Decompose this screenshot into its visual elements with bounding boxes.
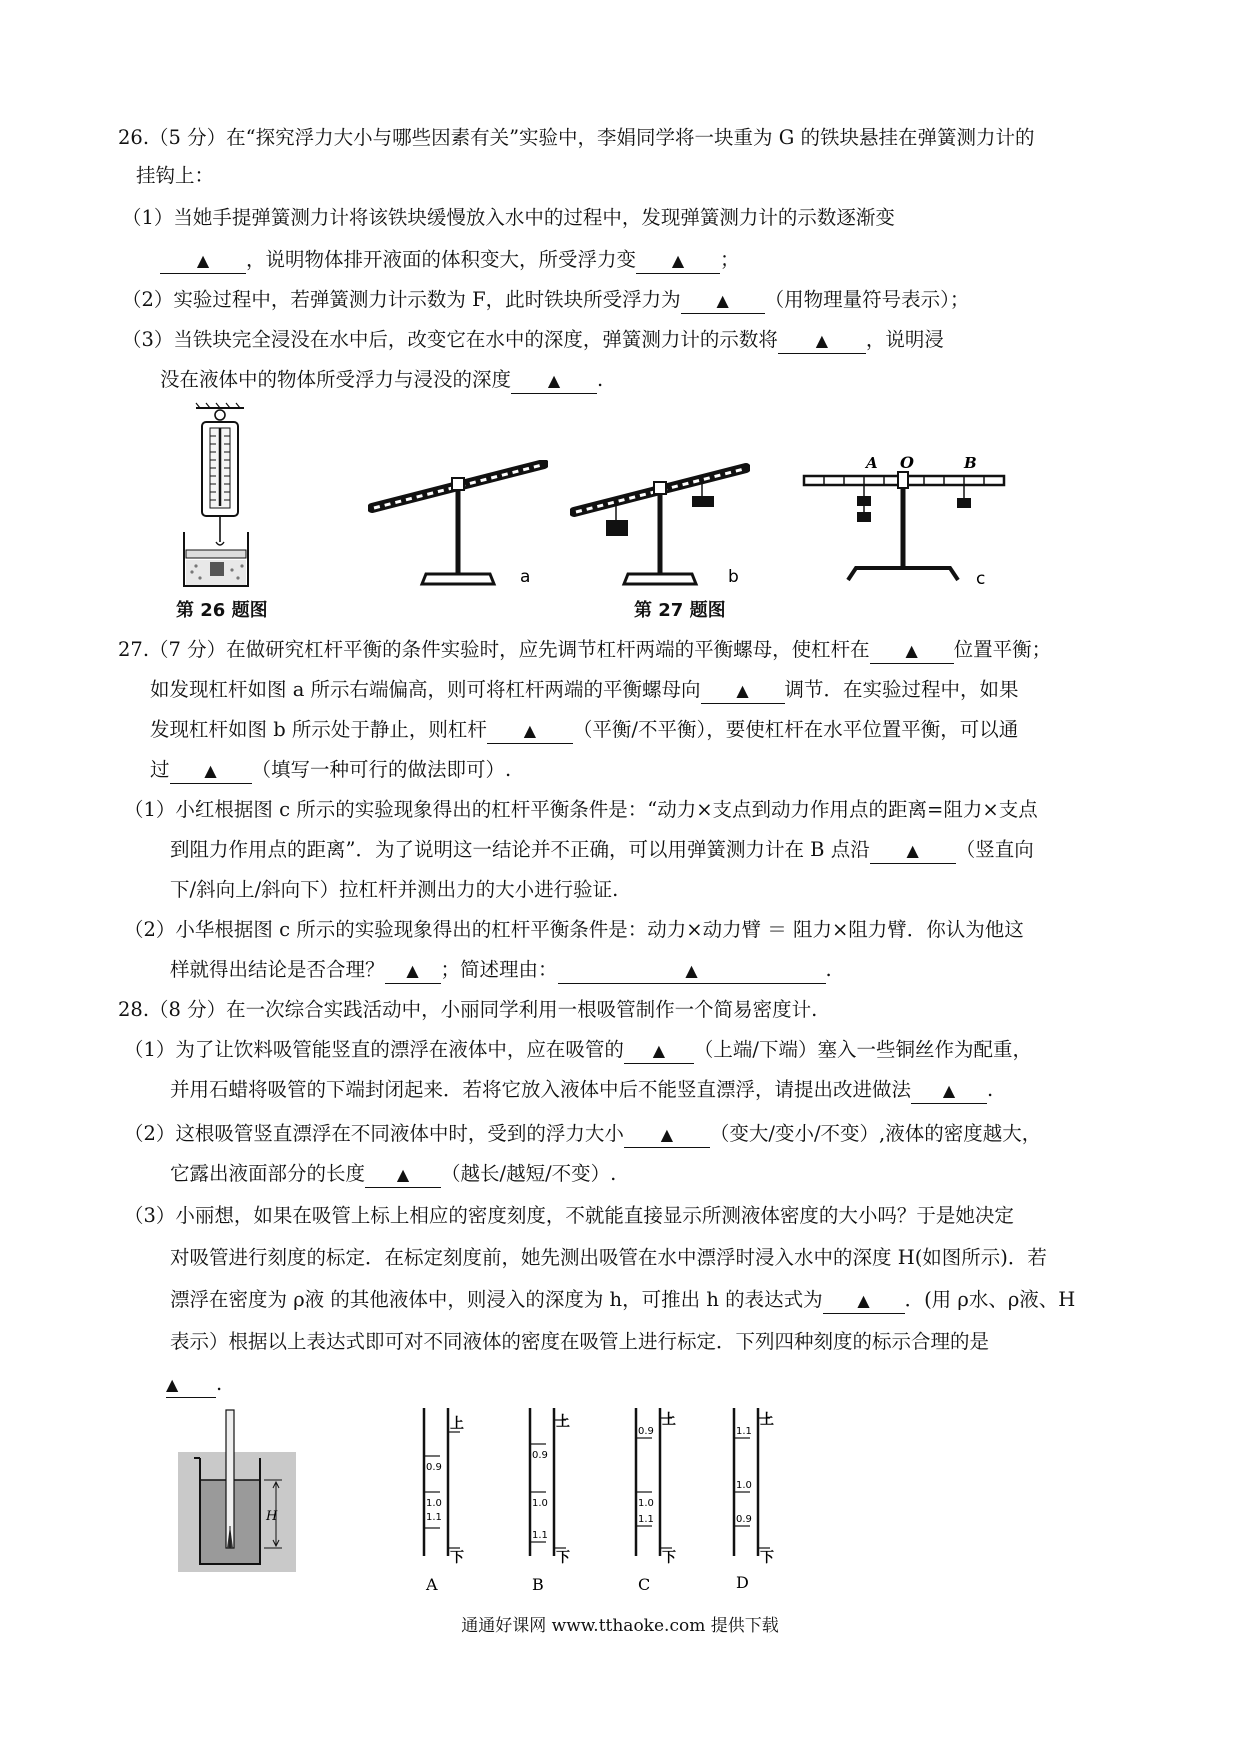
tube-b-bottom-label: 下: [556, 1550, 570, 1566]
q28-line-5: 它露出液面部分的长度 ▲ （越长/越短/不变）.: [170, 1160, 616, 1188]
q26-line-4: ▲ ，说明物体排开液面的体积变大，所受浮力变 ▲ ；: [160, 246, 740, 274]
spring-scale-figure: [180, 402, 260, 590]
point-b-label: B: [964, 454, 977, 472]
tube-a-mark-3: 1.1: [426, 1512, 442, 1523]
figure-c-label: c: [976, 569, 986, 589]
tube-c[interactable]: [636, 1408, 676, 1594]
q26-line-5: （2）实验过程中，若弹簧测力计示数为 F，此时铁块所受浮力为 ▲ （用物理量符号表示）；: [122, 286, 969, 314]
tube-b-top-label: 上: [556, 1414, 570, 1430]
q26-line-1: 26.（5 分）在“探究浮力大小与哪些因素有关”实验中，李娟同学将一块重为 G 的铁块悬挂在弹簧测力计的: [118, 126, 1035, 149]
q28-line-7: 对吸管进行刻度的标定．在标定刻度前，她先测出吸管在水中漂浮时浸入水中的深度 H(如图所示)．若: [170, 1246, 1047, 1269]
q28-line-9: 表示）根据以上表达式即可对不同液体的密度在吸管上进行标定．下列四种刻度的标示合理的是: [170, 1330, 990, 1353]
tube-a-bottom-label: 下: [450, 1550, 464, 1566]
answer-blank[interactable]: ▲: [624, 1038, 694, 1064]
q27-line-6: 到阻力作用点的距离”．为了说明这一结论并不正确，可以用弹簧测力计在 B 点沿 ▲ （竖直向: [170, 836, 1034, 864]
q27-line-3: 发现杠杆如图 b 所示处于静止，则杠杆 ▲ （平衡/不平衡），要使杠杆在水平位置平衡，可以通: [150, 716, 1018, 744]
q27-line-1: 27.（7 分）在做研究杠杆平衡的条件实验时，应先调节杠杆两端的平衡螺母，使杠杆在 ▲ 位置平衡；: [118, 636, 1051, 664]
tube-d-label: D: [736, 1573, 749, 1592]
answer-blank[interactable]: ▲: [166, 1372, 216, 1398]
tube-a-top-label: 上: [450, 1416, 464, 1432]
tube-a-label: A: [426, 1575, 438, 1594]
q28-line-10: ▲ .: [166, 1370, 222, 1398]
q28-line-3: 并用石蜡将吸管的下端封闭起来．若将它放入液体中后不能竖直漂浮，请提出改进做法 ▲ .: [170, 1076, 993, 1104]
q28-line-6: （3）小丽想，如果在吸管上标上相应的密度刻度，不就能直接显示所测液体密度的大小吗？于是她决定: [124, 1204, 1014, 1227]
q27-line-7: 下/斜向上/斜向下）拉杠杆并测出力的大小进行验证.: [170, 878, 619, 901]
q27-line-4: 过 ▲ （填写一种可行的做法即可）.: [150, 756, 511, 784]
tube-b[interactable]: [530, 1408, 570, 1594]
tube-d-mark-1: 1.1: [736, 1426, 752, 1437]
tube-b-mark-3: 1.1: [532, 1530, 548, 1541]
depth-h-label: H: [266, 1509, 278, 1524]
answer-blank[interactable]: ▲: [823, 1288, 905, 1314]
beaker-straw-figure: [178, 1408, 298, 1574]
q26-line-2: 挂钩上：: [136, 164, 215, 187]
answer-blank[interactable]: ▲: [870, 838, 956, 864]
answer-blank[interactable]: ▲: [365, 1162, 441, 1188]
tube-d-bottom-label: 下: [760, 1550, 774, 1566]
answer-blank[interactable]: ▲: [385, 958, 441, 984]
q26-line-3: （1）当她手提弹簧测力计将该铁块缓慢放入水中的过程中，发现弹簧测力计的示数逐渐变: [122, 206, 895, 229]
answer-blank[interactable]: ▲: [636, 248, 720, 274]
tube-c-mark-3: 1.1: [638, 1514, 654, 1525]
lever-figure-c: [800, 454, 1010, 590]
q26-line-7: 没在液体中的物体所受浮力与浸没的深度 ▲ .: [160, 366, 603, 394]
q28-line-4: （2）这根吸管竖直漂浮在不同液体中时，受到的浮力大小 ▲ （变大/变小/不变）,液体的密度越大，: [124, 1120, 1041, 1148]
answer-blank[interactable]: ▲: [870, 638, 954, 664]
page-footer: 通通好课网 www.tthaoke.com 提供下载: [461, 1616, 779, 1636]
figure-b-label: b: [728, 567, 739, 587]
q26-line-6: （3）当铁块完全浸没在水中后，改变它在水中的深度，弹簧测力计的示数将 ▲ ，说明浸: [122, 326, 944, 354]
tube-c-top-label: 上: [662, 1412, 676, 1428]
tube-b-mark-1: 0.9: [532, 1450, 548, 1461]
answer-blank[interactable]: ▲: [558, 958, 826, 984]
tube-b-label: B: [532, 1575, 544, 1594]
tube-d[interactable]: [734, 1408, 774, 1592]
tube-a[interactable]: [424, 1408, 464, 1594]
tube-c-bottom-label: 下: [662, 1550, 676, 1566]
q28-line-2: （1）为了让饮料吸管能竖直的漂浮在液体中，应在吸管的 ▲ （上端/下端）塞入一些铜丝作为配重，: [124, 1036, 1032, 1064]
tube-c-mark-2: 1.0: [638, 1498, 654, 1509]
q27-line-9: 样就得出结论是否合理？ ▲ ；简述理由： ▲ .: [170, 956, 832, 984]
density-scale-tubes: [418, 1408, 798, 1598]
tube-b-mark-2: 1.0: [532, 1498, 548, 1509]
q27-line-2: 如发现杠杆如图 a 所示右端偏高，则可将杠杆两端的平衡螺母向 ▲ 调节．在实验过程中，如果: [150, 676, 1019, 704]
q28-line-8: 漂浮在密度为 ρ液 的其他液体中，则浸入的深度为 h，可推出 h 的表达式为 ▲ ．(用 ρ水、ρ液、H: [170, 1286, 1075, 1314]
tube-d-top-label: 上: [760, 1412, 774, 1428]
answer-blank[interactable]: ▲: [511, 368, 597, 394]
lever-figure-b: [570, 460, 750, 590]
q27-line-5: （1）小红根据图 c 所示的实验现象得出的杠杆平衡条件是：“动力×支点到动力作用点的距离=阻力×支点: [124, 798, 1038, 821]
tube-a-mark-1: 0.9: [426, 1462, 442, 1473]
tube-c-label: C: [638, 1575, 651, 1594]
tube-a-mark-2: 1.0: [426, 1498, 442, 1509]
answer-blank[interactable]: ▲: [681, 288, 765, 314]
answer-blank[interactable]: ▲: [170, 758, 252, 784]
answer-blank[interactable]: ▲: [487, 718, 573, 744]
figure-a-label: a: [520, 567, 531, 587]
answer-blank[interactable]: ▲: [701, 678, 785, 704]
q27-line-8: （2）小华根据图 c 所示的实验现象得出的杠杆平衡条件是：动力×动力臂 ＝ 阻力×阻力臂．你认为他这: [124, 918, 1024, 941]
tube-c-mark-1: 0.9: [638, 1426, 654, 1437]
answer-blank[interactable]: ▲: [911, 1078, 987, 1104]
answer-blank[interactable]: ▲: [160, 248, 246, 274]
lever-figure-a: [368, 460, 548, 590]
figure-26-caption: 第 26 题图: [176, 600, 268, 621]
tube-d-mark-2: 1.0: [736, 1480, 752, 1491]
answer-blank[interactable]: ▲: [624, 1122, 710, 1148]
q28-line-1: 28.（8 分）在一次综合实践活动中，小丽同学利用一根吸管制作一个简易密度计.: [118, 998, 818, 1021]
point-a-label: A: [866, 454, 878, 472]
point-o-label: O: [900, 454, 914, 472]
answer-blank[interactable]: ▲: [778, 328, 866, 354]
tube-d-mark-3: 0.9: [736, 1514, 752, 1525]
figure-27-caption: 第 27 题图: [634, 600, 726, 621]
